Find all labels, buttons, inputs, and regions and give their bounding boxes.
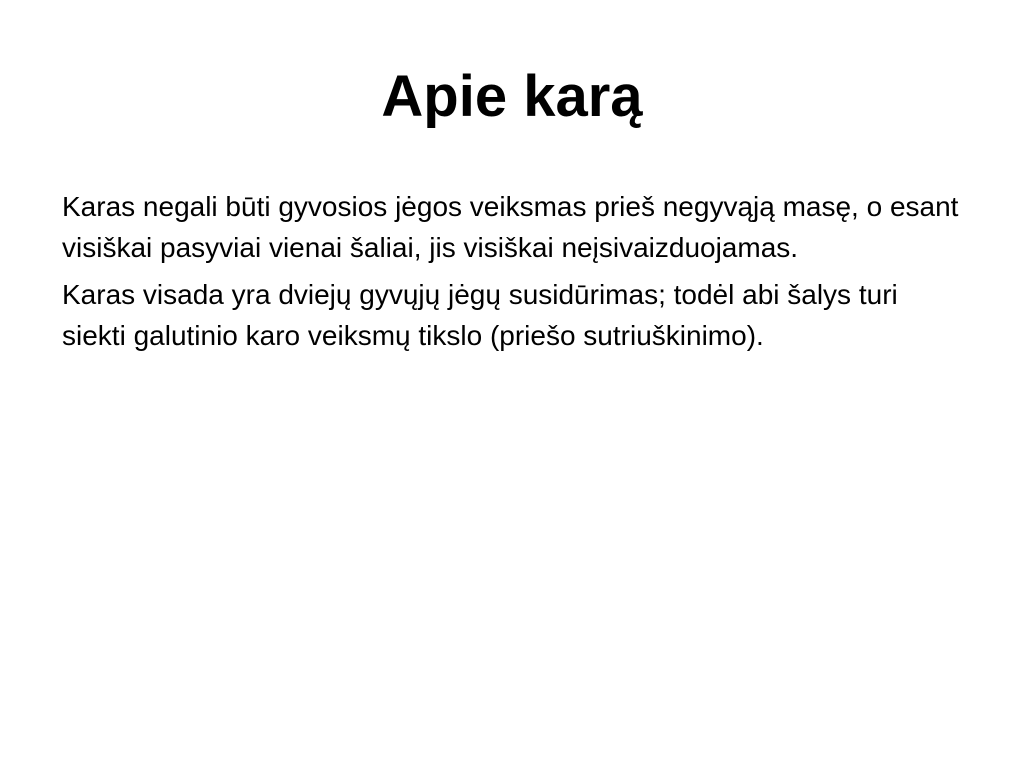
slide-title: Apie karą xyxy=(381,64,643,129)
paragraph-2: Karas visada yra dviejų gyvųjų jėgų susidūrimas; todėl abi šalys turi siekti galutinio karo veiksmų tikslo (priešo sutriuškinimo). xyxy=(62,279,898,351)
paragraph-1: Karas negali būti gyvosios jėgos veiksmas prieš negyvąją masę, o esant visiškai pasyviai vienai šaliai, jis visiškai neįsivaizduojamas. xyxy=(62,191,959,263)
slide-body xyxy=(62,186,962,362)
